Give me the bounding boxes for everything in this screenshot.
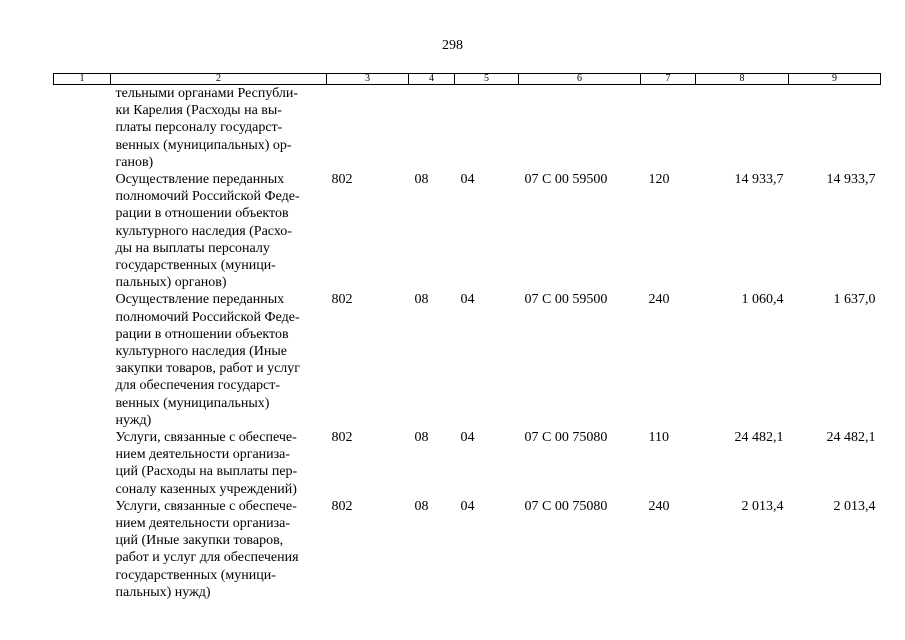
cell-number [54, 171, 111, 291]
cell-target-article: 07 С 00 75080 [524, 498, 608, 514]
cell-expense-type: 240 [648, 498, 670, 514]
name-text-line: нием деятельности организа- [115, 447, 291, 463]
name-text-line: культурного наследия (Расхо- [115, 223, 292, 239]
cell-grbs: 802 [331, 430, 353, 446]
page-number: 298 [442, 38, 463, 53]
header-col-7: 7 [641, 74, 696, 85]
cell-sum-year-2: 2 013,4 [833, 498, 876, 514]
header-col-3: 3 [327, 74, 409, 85]
cell-section: 08 [414, 498, 429, 514]
cell-sum-year-2: 24 482,1 [826, 430, 876, 446]
cell-subsection: 04 [460, 498, 475, 514]
cell-sum-year-1: 24 482,1 [734, 430, 784, 446]
name-text-line: пальных) нужд) [115, 584, 211, 600]
header-col-1: 1 [54, 74, 111, 85]
name-text-line: культурного наследия (Иные [115, 344, 288, 360]
cell-grbs: 802 [331, 172, 353, 188]
cell-subsection [455, 85, 519, 172]
name-text-line: для обеспечения государст- [115, 378, 281, 394]
name-text-line: ций (Иные закупки товаров, [115, 533, 284, 549]
cell-name [111, 291, 327, 429]
cell-grbs: 802 [331, 292, 353, 308]
name-text-line: Осуществление переданных [115, 172, 285, 188]
name-text-line: соналу казенных учреждений) [115, 481, 297, 497]
name-text-line: Осуществление переданных [115, 292, 285, 308]
header-col-6: 6 [519, 74, 641, 85]
header-col-2: 2 [111, 74, 327, 85]
cell-section: 08 [414, 172, 429, 188]
cell-section: 08 [414, 430, 429, 446]
table-row [54, 171, 881, 291]
cell-grbs [327, 85, 409, 172]
name-text-line: закупки товаров, работ и услуг [115, 361, 301, 377]
name-text-line: нием деятельности организа- [115, 516, 291, 532]
cell-name [111, 429, 327, 498]
name-text-line: ки Карелия (Расходы на вы- [115, 103, 282, 119]
name-text-line: тельными органами Республи- [115, 86, 299, 101]
header-col-9: 9 [789, 74, 881, 85]
budget-table [53, 73, 881, 601]
cell-name [111, 85, 327, 172]
table-row [54, 429, 881, 498]
table-row [54, 291, 881, 429]
cell-expense-type: 120 [648, 172, 670, 188]
cell-sum-year-1: 14 933,7 [734, 172, 784, 188]
cell-section [409, 85, 455, 172]
cell-name [111, 498, 327, 601]
cell-sum-year-2: 1 637,0 [833, 292, 876, 308]
name-text-line: нужд) [115, 412, 152, 428]
name-text-line: венных (муниципальных) ор- [115, 137, 292, 153]
cell-sum-year-1: 1 060,4 [741, 292, 784, 308]
cell-sum-year-2: 14 933,7 [826, 172, 876, 188]
cell-subsection: 04 [460, 292, 475, 308]
cell-expense-type: 110 [648, 430, 669, 446]
cell-number [54, 85, 111, 172]
name-text-line: рации в отношении объектов [115, 326, 289, 342]
cell-section: 08 [414, 292, 429, 308]
cell-number [54, 498, 111, 601]
cell-grbs: 802 [331, 498, 353, 514]
name-text-line: полномочий Российской Феде- [115, 189, 300, 205]
name-text-line: ды на выплаты персоналу [115, 240, 270, 256]
name-text-line: государственных (муници- [115, 258, 276, 274]
cell-target-article: 07 С 00 75080 [524, 430, 608, 446]
cell-sum-year-1 [696, 85, 789, 172]
cell-target-article [519, 85, 641, 172]
cell-number [54, 429, 111, 498]
table-row [54, 85, 881, 172]
name-text-line: Услуги, связанные с обеспече- [115, 498, 297, 514]
cell-expense-type [641, 85, 696, 172]
table-body [54, 85, 881, 602]
header-col-5: 5 [455, 74, 519, 85]
header-col-4: 4 [409, 74, 455, 85]
cell-subsection: 04 [460, 172, 475, 188]
name-text-line: платы персоналу государст- [115, 120, 283, 136]
header-col-8: 8 [696, 74, 789, 85]
name-text-line: ций (Расходы на выплаты пер- [115, 464, 298, 480]
table-header [54, 74, 881, 85]
name-text-line: пальных) органов) [115, 275, 227, 291]
cell-number [54, 291, 111, 429]
cell-sum-year-1: 2 013,4 [741, 498, 784, 514]
table-row [54, 498, 881, 601]
cell-expense-type: 240 [648, 292, 670, 308]
name-text-line: Услуги, связанные с обеспече- [115, 430, 297, 446]
name-text-line: полномочий Российской Феде- [115, 309, 300, 325]
cell-subsection: 04 [460, 430, 475, 446]
name-text-line: рации в отношении объектов [115, 206, 289, 222]
name-text-line: ганов) [115, 154, 154, 170]
header-row [54, 74, 881, 85]
cell-target-article: 07 С 00 59500 [524, 172, 608, 188]
name-text-line: государственных (муници- [115, 567, 276, 583]
cell-sum-year-2 [789, 85, 881, 172]
name-text-line: венных (муниципальных) [115, 395, 270, 411]
cell-name [111, 171, 327, 291]
cell-target-article: 07 С 00 59500 [524, 292, 608, 308]
name-text-line: работ и услуг для обеспечения [115, 550, 299, 566]
